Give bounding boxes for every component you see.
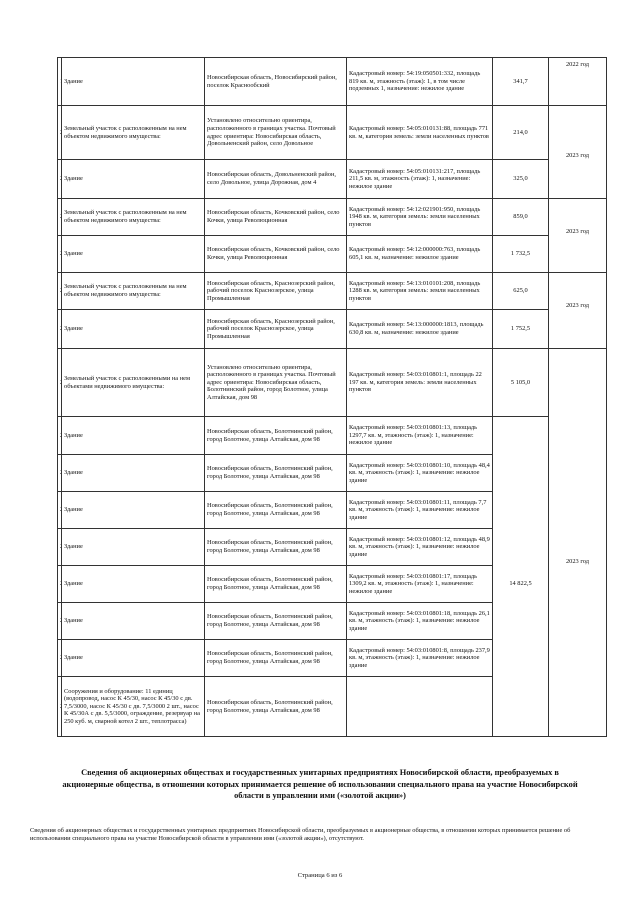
object-area: 859,0: [493, 199, 549, 236]
table-row: [58, 640, 607, 677]
object-area: [493, 529, 549, 566]
object-name: Здание: [62, 603, 205, 640]
object-area: 1 732,5: [493, 236, 549, 273]
object-year: 2023 год: [549, 199, 607, 236]
object-address: Новосибирская область, Довольненский район, село Довольное, улица Дорожная, дом 4: [205, 160, 347, 199]
object-name: Земельный участок с расположенным на нем объектом недвижимого имущества:: [62, 199, 205, 236]
object-name: Здание: [62, 566, 205, 603]
object-year: [549, 455, 607, 492]
object-year: 2023 год: [549, 273, 607, 310]
table-row: [58, 492, 607, 529]
table-row: [58, 160, 607, 199]
object-details: Кадастровый номер: 54:03:010801:10, площадь 48,4 кв. м, этажность (этаж): 1, назначение: нежилое здание: [347, 455, 493, 492]
table-row: [58, 273, 607, 310]
object-address: Новосибирская область, Болотнинский район, город Болотное, улица Алтайская, дом 98: [205, 492, 347, 529]
table-row: [58, 455, 607, 492]
object-area: 214,0: [493, 106, 549, 160]
object-name: Здание: [62, 236, 205, 273]
object-name: Здание: [62, 310, 205, 349]
object-details: Кадастровый номер: 54:03:010801:8, площадь 237,9 кв. м, этажность (этаж): 1, назначение: нежилое здание: [347, 640, 493, 677]
object-area: 14 822,5: [493, 566, 549, 603]
object-name: Здание: [62, 529, 205, 566]
object-address: Установлено относительно ориентира, расположенного в границах участка. Почтовый адрес ориентира: Новосибирская область, Болотнинский район, город Болотное, улица Алтайская, дом 98: [205, 349, 347, 417]
object-area: [493, 677, 549, 737]
object-year: 2022 год: [549, 58, 607, 106]
table-row: [58, 236, 607, 273]
object-address: Новосибирская область, Болотнинский район, город Болотное, улица Алтайская, дом 98: [205, 603, 347, 640]
object-address: Новосибирская область, Болотнинский район, город Болотное, улица Алтайская, дом 98: [205, 417, 347, 455]
object-details: Кадастровый номер: 54:05:010131:217, площадь 211,5 кв. м, этажность (этаж): 1, назначение: нежилое здание: [347, 160, 493, 199]
object-name: Здание: [62, 58, 205, 106]
object-address: Новосибирская область, Болотнинский район, город Болотное, улица Алтайская, дом 98: [205, 529, 347, 566]
object-address: Новосибирская область, Новосибирский район, поселок Краснообский: [205, 58, 347, 106]
object-name: Земельный участок с расположенным на нем объектом недвижимого имущества:: [62, 106, 205, 160]
object-details: Кадастровый номер: 54:03:010801:12, площадь 48,9 кв. м, этажность (этаж): 1, назначение: нежилое здание: [347, 529, 493, 566]
object-year: 2023 год: [549, 529, 607, 566]
object-details: Кадастровый номер: 54:03:010801:11, площадь 7,7 кв. м, этажность (этаж): 1, назначение: нежилое здание: [347, 492, 493, 529]
object-address: Новосибирская область, Болотнинский район, город Болотное, улица Алтайская, дом 98: [205, 566, 347, 603]
object-year: [549, 603, 607, 640]
object-name: Здание: [62, 417, 205, 455]
object-year: [549, 310, 607, 349]
object-year: [549, 677, 607, 737]
table-row: [58, 529, 607, 566]
table-row: [58, 417, 607, 455]
object-year: [549, 566, 607, 603]
object-year: [549, 236, 607, 273]
object-name: Земельный участок с расположенным на нем объектом недвижимого имущества:: [62, 273, 205, 310]
object-year: [549, 640, 607, 677]
section-heading: Сведения об акционерных обществах и государственных унитарных предприятиях Новосибирской области, преобразуемых в акционерные общества, в отношении которых принимается решение об использовании специального права на участие Новосибирской области в управлении ими («золотой акции»): [62, 768, 578, 801]
object-name: Здание: [62, 455, 205, 492]
object-address: Новосибирская область, Болотнинский район, город Болотное, улица Алтайская, дом 98: [205, 677, 347, 737]
object-address: Новосибирская область, Краснозерский район, рабочий поселок Краснозерское, улица Промышленная: [205, 310, 347, 349]
object-details: Кадастровый номер: 54:03:010801:13, площадь 1297,7 кв. м, этажность (этаж): 1, назначение: нежилое здание: [347, 417, 493, 455]
object-name: Здание: [62, 640, 205, 677]
table-row: [58, 566, 607, 603]
object-area: [493, 603, 549, 640]
info-paragraph: Сведения об акционерных обществах и государственных унитарных предприятиях Новосибирской области, преобразуемых в акционерные общества, в отношении которых принимается решение об использовании специального права на участие Новосибирской области в управлении ими («золотой акции»), отсутствуют.: [30, 827, 571, 843]
object-details: Кадастровый номер: 54:12:000000:763, площадь 605,1 кв. м, назначение: нежилое здание: [347, 236, 493, 273]
object-details: Кадастровый номер: 54:03:010801:17, площадь 1309,2 кв. м, этажность (этаж): 1, назначение: нежилое здание: [347, 566, 493, 603]
table-row: [58, 603, 607, 640]
object-details: Кадастровый номер: 54:03:010801:1, площадь 22 197 кв. м, категория земель: земли населенных пунктов: [347, 349, 493, 417]
object-details: Кадастровый номер: 54:05:010131:88, площадь 771 кв. м, категория земель: земли населенных пунктов: [347, 106, 493, 160]
object-details: Кадастровый номер: 54:13:010101:208, площадь 1288 кв. м, категория земель: земли населенных пунктов: [347, 273, 493, 310]
object-address: Установлено относительно ориентира, расположенного в границах участка. Почтовый адрес ориентира: Новосибирская область, Довольненский район, село Довольное: [205, 106, 347, 160]
page-number: Страница 6 из 6: [297, 872, 343, 879]
object-area: [493, 417, 549, 455]
object-area: 625,0: [493, 273, 549, 310]
object-details: Кадастровый номер: 54:03:010801:18, площадь 26,1 кв. м, этажность (этаж): 1, назначение: нежилое здание: [347, 603, 493, 640]
object-area: 325,0: [493, 160, 549, 199]
object-year: [549, 492, 607, 529]
property-table: [57, 57, 607, 737]
object-name: Здание: [62, 160, 205, 199]
object-area: 5 105,0: [493, 349, 549, 417]
object-address: Новосибирская область, Болотнинский район, город Болотное, улица Алтайская, дом 98: [205, 455, 347, 492]
object-details: Кадастровый номер: 54:19:050501:332, площадь 819 кв. м, этажность (этаж): 1, в том числе подземных 1, назначение: нежилое здание: [347, 58, 493, 106]
object-name: Земельный участок с расположенными на нем объектами недвижимого имущества:: [62, 349, 205, 417]
object-area: 341,7: [493, 58, 549, 106]
table-row: [58, 310, 607, 349]
object-area: [493, 492, 549, 529]
object-address: Новосибирская область, Краснозерский район, рабочий поселок Краснозерское, улица Промышленная: [205, 273, 347, 310]
object-address: Новосибирская область, Болотнинский район, город Болотное, улица Алтайская, дом 98: [205, 640, 347, 677]
object-address: Новосибирская область, Кочковский район, село Кочки, улица Революционная: [205, 236, 347, 273]
object-year: [549, 160, 607, 199]
table-row: [58, 677, 607, 737]
object-details: Кадастровый номер: 54:12:021901:950, площадь 1948 кв. м, категория земель: земли населенных пунктов: [347, 199, 493, 236]
object-name: Сооружения и оборудование: 11 единиц (водопровод, насос К 45/30, насос К 45/30 с дв. 7,5/3000, насос К 45/30 с дв. 7,5/3000 2 шт., насос К 45/30А с дв. 5,5/3000, ограждение, резервуар на 250 куб. м, сварной котел 2 шт., теплотрасса): [62, 677, 205, 737]
table-row: [58, 199, 607, 236]
object-address: Новосибирская область, Кочковский район, село Кочки, улица Революционная: [205, 199, 347, 236]
object-details: [347, 677, 493, 737]
object-year: [549, 417, 607, 455]
object-area: 1 752,5: [493, 310, 549, 349]
table-row: [58, 349, 607, 417]
object-area: [493, 640, 549, 677]
object-area: [493, 455, 549, 492]
object-year: 2023 год: [549, 106, 607, 160]
object-year: [549, 349, 607, 417]
object-name: Здание: [62, 492, 205, 529]
table-row: [58, 58, 607, 106]
table-row: [58, 106, 607, 160]
object-details: Кадастровый номер: 54:13:000000:1813, площадь 630,8 кв. м, назначение: нежилое здание: [347, 310, 493, 349]
